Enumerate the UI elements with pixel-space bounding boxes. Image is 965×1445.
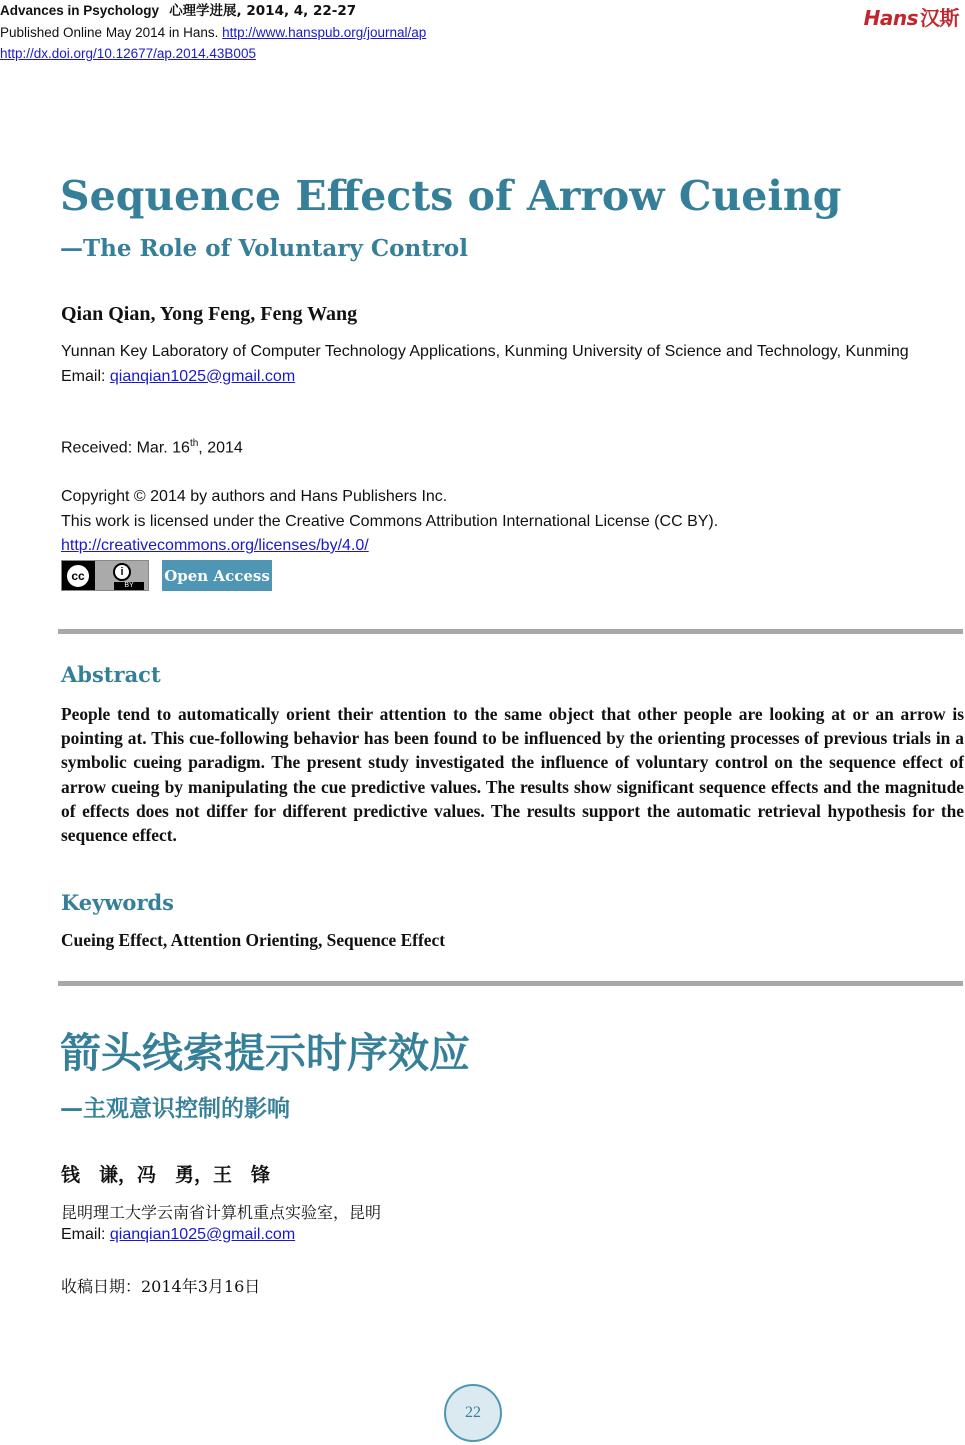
journal-cn-citation: 心理学进展, 2014, 4, 22-27 bbox=[169, 3, 357, 19]
journal-line bbox=[0, 0, 700, 22]
received-suffix: , 2014 bbox=[198, 439, 243, 457]
cn-email-line bbox=[61, 1226, 295, 1244]
running-header bbox=[0, 0, 700, 64]
cn-received-date: 收稿日期：2014年3月16日 bbox=[61, 1277, 261, 1296]
affiliation-block bbox=[61, 340, 961, 389]
cn-email-link[interactable]: qianqian1025@gmail.com bbox=[109, 1226, 296, 1243]
keywords-text: Cueing Effect, Attention Orienting, Sequence Effect bbox=[61, 930, 445, 950]
email-link[interactable]: qianqian1025@gmail.com bbox=[109, 367, 296, 385]
abstract-text: People tend to automatically orient their attention to the same object that other people are looking at or an arrow is pointing at. This cue-following behavior has been found to be influenced by the orienting processes of previous trials in a symbolic cueing paradigm. The present study investigated the influence of voluntary control on the sequence effect of arrow cueing by manipulating the cue predictive values. The results show significant sequence effects and the magnitude of effects does not differ for different predictive values. The results support the automatic retrieval hypothesis for the sequence effect. bbox=[61, 704, 964, 846]
cn-email-label: Email: bbox=[61, 1226, 110, 1243]
cn-author-list: 钱 谦，冯 勇，王 锋 bbox=[61, 1164, 271, 1186]
abstract-heading: Abstract bbox=[61, 662, 161, 687]
received-date bbox=[61, 438, 243, 457]
section-divider bbox=[58, 981, 963, 986]
journal-name: Advances in Psychology bbox=[0, 3, 160, 18]
cn-paper-title: 箭头线索提示时序效应 bbox=[60, 1029, 470, 1077]
paper-subtitle: —The Role of Voluntary Control bbox=[60, 235, 469, 262]
published-line bbox=[0, 22, 700, 43]
affiliation: Yunnan Key Laboratory of Computer Technology Applications, Kunming University of Science and Technology, Kunming bbox=[61, 343, 909, 360]
author-list: Qian Qian, Yong Feng, Feng Wang bbox=[61, 303, 358, 325]
logo-text: Hans bbox=[863, 6, 918, 30]
email-line bbox=[61, 365, 961, 390]
cc-by-panel bbox=[95, 561, 148, 590]
hans-logo bbox=[864, 2, 959, 31]
received-prefix: Received: Mar. 16 bbox=[61, 439, 190, 457]
cn-paper-subtitle: —主观意识控制的影响 bbox=[60, 1096, 290, 1122]
doi-link[interactable]: http://dx.doi.org/10.12677/ap.2014.43B005 bbox=[0, 46, 256, 61]
copyright-line: Copyright © 2014 by authors and Hans Publishers Inc. bbox=[61, 488, 448, 505]
cc-by-badge[interactable] bbox=[61, 560, 149, 591]
page-number: 22 bbox=[444, 1384, 502, 1442]
received-sup: th bbox=[189, 438, 199, 449]
logo-cn: 汉斯 bbox=[920, 6, 959, 30]
doi-line bbox=[0, 43, 700, 64]
license-line: This work is licensed under the Creative Commons Attribution International License (CC BY). bbox=[61, 512, 719, 530]
keywords-heading: Keywords bbox=[61, 890, 175, 915]
copyright-block bbox=[61, 485, 718, 559]
by-label: BY bbox=[114, 582, 144, 590]
email-label: Email: bbox=[61, 367, 110, 385]
cc-icon: cc bbox=[65, 563, 91, 589]
cn-affiliation: 昆明理工大学云南省计算机重点实验室，昆明 bbox=[61, 1203, 382, 1222]
open-access-badge[interactable]: Open Access bbox=[162, 560, 272, 591]
section-divider bbox=[58, 629, 963, 634]
license-link[interactable]: http://creativecommons.org/licenses/by/4.0/ bbox=[61, 537, 369, 554]
attribution-icon: i bbox=[113, 563, 131, 581]
paper-title: Sequence Effects of Arrow Cueing bbox=[60, 172, 842, 220]
journal-url-link[interactable]: http://www.hanspub.org/journal/ap bbox=[222, 25, 427, 40]
published-prefix: Published Online May 2014 in Hans. bbox=[0, 25, 223, 40]
